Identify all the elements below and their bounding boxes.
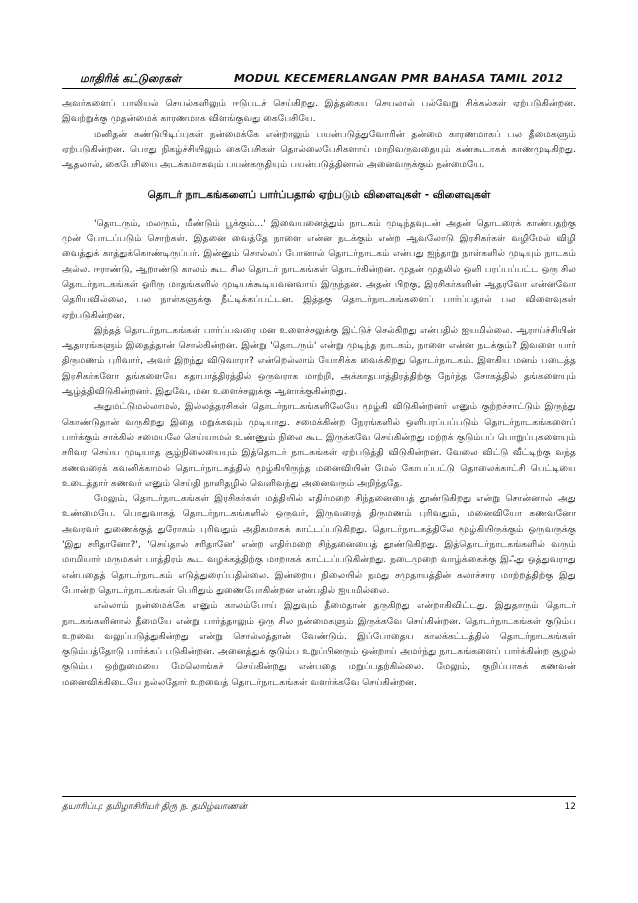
header-left-title: மாதிரிக் கட்டுரைகள்	[80, 72, 182, 85]
paragraph: எல்லாம் நன்மைக்கே எனும் காலம்போய் இதுவும் தீமைதான் தருகிறது என்றாகிவிட்டது. இதுதாரும் தொடர் நாடகங்களினால் தீமையே என்று பார்த்தாலும் ஒரு சில நன்மைகளும் இருக்கவே செய்கின்றன. தொடர்நாடகங்கள் குடும்ப உறவை வலுப்படுத்துகின்றது என்று சொல்லத்தான் வேண்டும். இப்போதைய காலக்கட்டத்தில் தொடர்நாடகங்கள் குடும்பத்தோடு பார்க்கப் படுகின்றன. அனைத்துக் குடும்ப உறுப்பினரும் ஒன்றாய் அமர்ந்து நாடகங்களைப் பார்க்கின்ற சூழல் குடும்ப ஒற்றுமையை மேலொங்கச் செய்கின்றது என்பதை மறுப்பதற்கில்லை. மேலும், குறிப்பாகக் கணவன் மனைவிக்கிடையே நல்லதோர் உறவைத் தொடர்நாடகங்கள் வளர்க்கவே செய்கின்றன.	[62, 600, 576, 688]
paragraph: மேலும், தொடர்நாடகங்கள் இரசிகர்கள் மத்தியில் எதிர்மறை சிந்தனையைத் தூண்டுகிறது என்று சொன்னால் அது உண்மையே. பொதுவாகத் தொடர்நாடகங்களில் ஒருவர், இருவரைத் திருமணம் புரிவதும், மனைவியோ கணவனோ அவரவர் துணைக்குத் துரோகம் புரிவதும் அதிகமாகக் காட்டப்படுகிறது. தொடர்நாடகத்திலே மூழ்கியிருக்கும் ஒருவருக்கு 'இது சரிதானோ?', 'செய்தால் சரிதானே' என்ற எதிர்மறை சிந்தனையைத் தூண்டுகிறது. இத்தொடர்நாடகங்களில் வரும் மாமியார் மருமகள் பாத்திரம் கூட வழக்கத்திற்கு மாறாகக் காட்டப்படுகின்றது. நடைமுறை வாழ்க்கைக்கு இஃது ஒத்துவராது என்பதைத் தொடர்நாடகம் எடுத்துரைப்பதில்லை. இன்றைய நிலையில் நமது சமுதாயத்தின் கலாச்சார மாற்றத்திற்கு இது போன்ற தொடர்நாடகங்கள் பெரிதும் துணைபோகின்றன என்பதில் ஐயமில்லை.	[62, 493, 576, 596]
paragraph: அவர்களைப் பாலியல் செயல்களிலும் ஈடுபடச் செய்கிறது. இத்தகைய செயலால் பல்வேறு சிக்கல்கள் ஏற்படுகின்றன. இவற்றுக்கு முதன்மைக் காரணமாக விளங்குவது கைபேசியே.	[62, 98, 576, 125]
page-header	[62, 70, 576, 89]
paragraph: 'தொடரும், மலரும், மீண்டும் பூக்கும்...' இவையனைத்தும் நாடகம் முடிந்தவுடன் அதன் தொடரைக் காண்பதற்கு முன் போடப்படும் சொற்கள். இதனை வைத்தே நாளை என்ன நடக்கும் என்ற ஆவலோடு இரசிகர்கள் வழிமேல் விழி வைத்துக் காத்துக்கொண்டிருப்பர். இன்னும் சொல்லப் போனால் தொடர்நாடகம் என்பது ஐந்தாறு நாள்களில் முடியும் நாடகம் அல்ல. ஈராண்டு, ஆறாண்டு காலம் கூட சில தொடர் நாடகங்கள் தொடர்கின்றன. முதன் முதலில் ஒளி பரப்பப்பட்ட ஒரு சில தொடர்நாடகங்கள் ஓரிரு மாதங்களில் முடியக்கூடியவனவாய் இருந்தன. அதன் பிறகு, இரசிகர்களின் ஆதரவோ என்னவோ தெரியவில்லை, பல நாள்களுக்கு நீட்டிக்கப்பட்டன. இத்தகு தொடர்நாடகங்களைப் பார்ப்பதால் பல விளைவுகள் ஏற்படுகின்றன.	[62, 217, 576, 321]
paragraph: மனிதன் கண்டுபிடிப்புகள் நன்மைக்கே என்றாலும் பயன்படுத்துவோரின் தன்மை காரணமாகப் பல தீமைகளும் ஏற்படுகின்றன. பொது நிகழ்ச்சியிலும் கைபேசிகள் தொல்லைபேசிகளாய் மாறிவருவதையும் கண்கூடாகக் காணமுடிகிறது. ஆதலால், கைபேசியை அடக்கமாகவும் பயன்கருதியும் பயன்படுத்தினால் அனைவருக்கும் நன்மையே.	[62, 128, 576, 171]
paragraph: இந்தத் தொடர்நாடகங்கள் பார்ப்பவரை மன உளைச்சலுக்கு இட்டுச் செல்கிறது என்பதில் ஐயமில்லை. ஆராய்ச்சியின் ஆதாரங்களும் இதைத்தான் சொல்கின்றன. இன்று 'தொடரும்' என்று முடிந்த நாடகம், நாளை என்ன நடக்கும்? இவளை யார் திருமணம் புரிவார், அவர் இறந்து விடுவாரா? என்றெல்லாம் யோசிக்க வைக்கிறது தொடர்நாடகம். இளகிய மனம் படைத்த இரசிகர்களோ தங்களையே கதாபாத்திரத்தில் ஒருவராக மாற்றி, அக்காதபாத்திரத்திற்கு நேர்ந்த சோகத்தில் தங்களையும் ஆழ்த்திவிடுகின்றனர். இதுவே, மன உளைச்சலுக்கு ஆளாக்குகின்றது.	[62, 324, 576, 398]
page-number: 12	[564, 802, 576, 812]
paragraph: அதுமட்டுமல்லாமல், இல்லத்தரசிகள் தொடர்நாடகங்களிலேயே மூழ்கி விடுகின்றனர் எனும் குற்றச்சாட்டும் இருந்து கொண்டுதான் வருகிறது இதை மறுக்கவும் முடியாது. சமைக்கின்ற நேரங்களில் ஒளிபரப்பப்படும் தொடர்நாடகங்களைப் பார்க்கும் சாக்கில் சமையலே செய்யாமல் உண்ணும் நிலை கூட இருக்கவே செய்கின்றது மற்றக் குடும்பப் பொறுப்புகளையும் சரிவர செய்ய முடியாத சூழ்நிலையையும் இத்தொடர் நாடகங்கள் ஏற்படுத்தி விடுகின்றன. வேலை விட்டு வீட்டிற்கு வந்த கணவரைக் கவனிக்காமல் தொடர்நாடகத்தில் மூழ்கியிருந்த மனைவியின் மேல் கோபப்பட்டு தொலைக்காட்சி பெட்டியை உடைத்தார் கணவர் எனும் செய்தி நாளிதழில் வெளிவந்து அனைவரும் அறிந்ததே.	[62, 401, 576, 489]
page-footer	[62, 796, 576, 815]
footer-author: தயாரிப்பு: தமிழாசிரியர் திரு ந. தமிழ்வாணன்	[62, 802, 248, 812]
section-heading: தொடர் நாடகங்களைப் பார்ப்பதால் ஏற்படும் விளைவுகள் - விளைவுகள்	[147, 189, 491, 202]
header-right-title: MODUL KECEMERLANGAN PMR BAHASA TAMIL 2012	[234, 72, 564, 85]
document-body	[62, 96, 576, 690]
